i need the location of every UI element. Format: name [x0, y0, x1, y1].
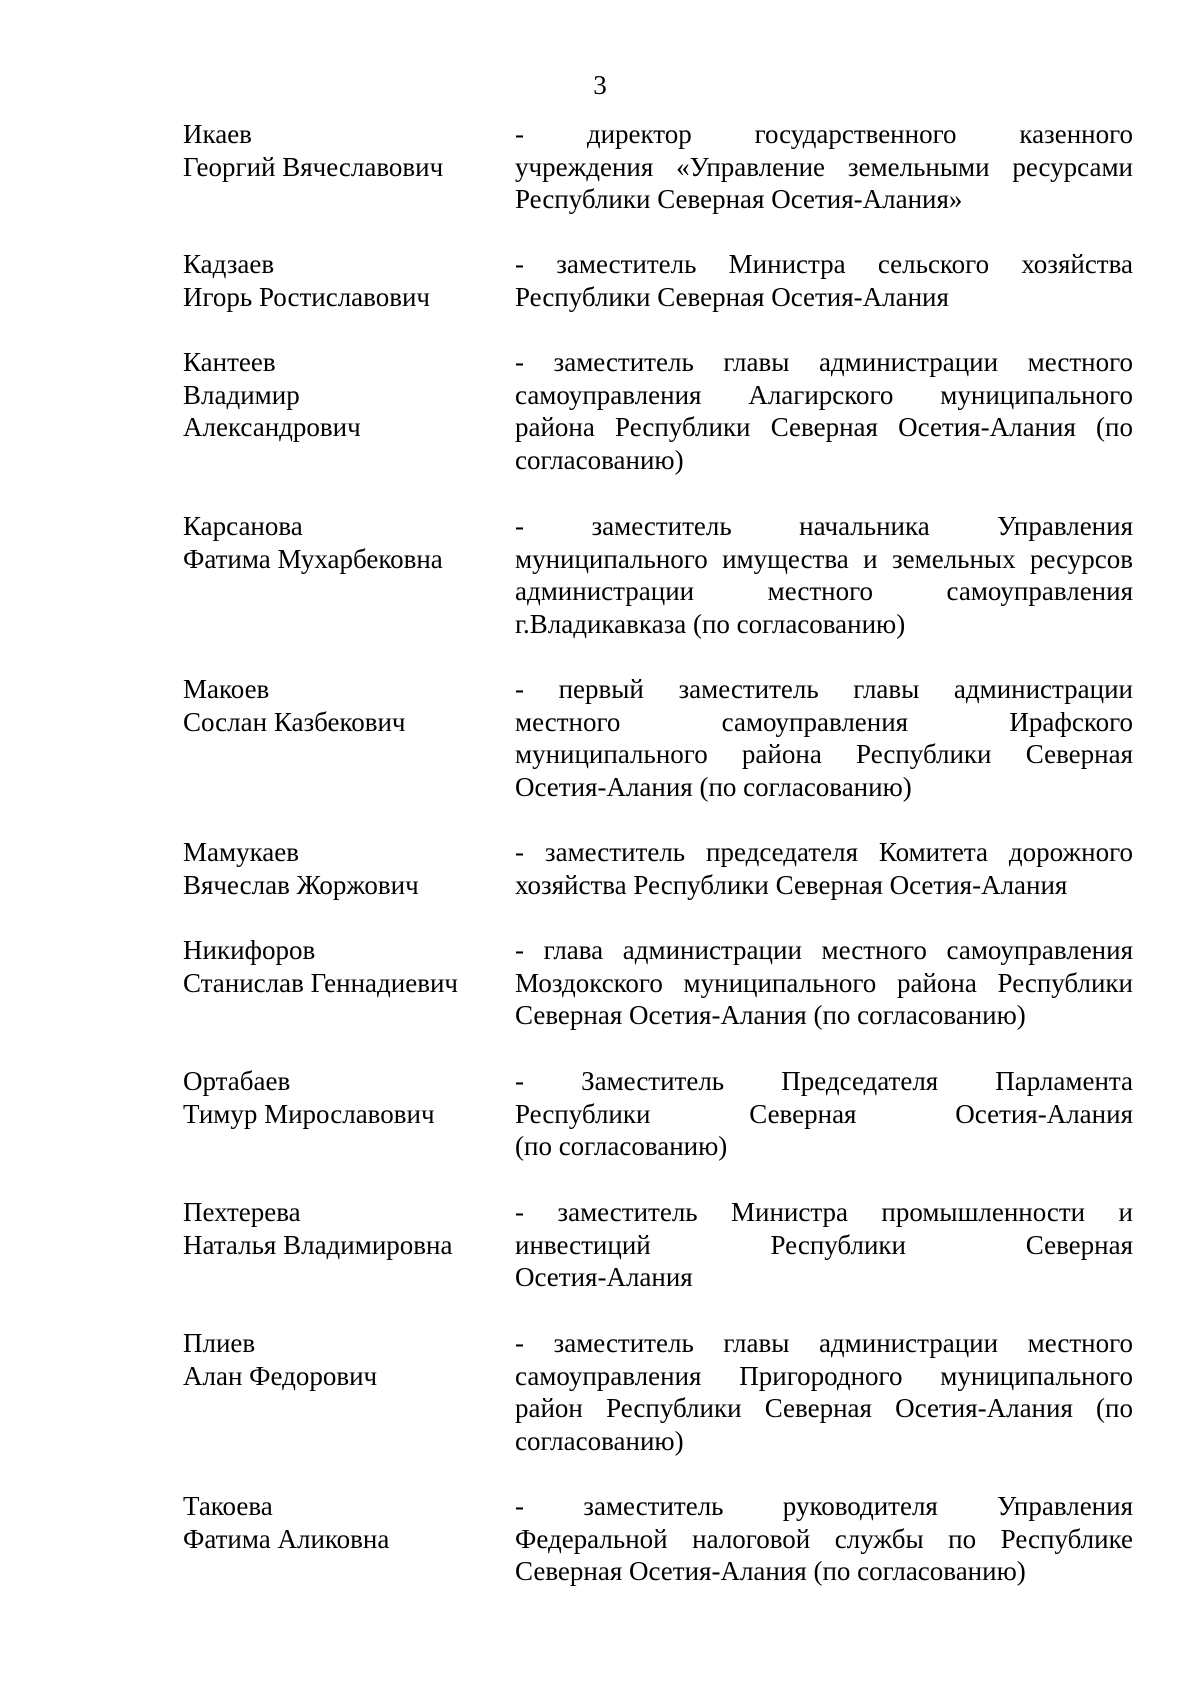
member-name-line: Такоева	[183, 1491, 273, 1521]
member-position-line: - первый заместитель главы администрации	[515, 674, 1133, 704]
member-name-line: Вячеслав Жоржович	[183, 869, 419, 900]
member-position-line: Республики Северная Осетия-Алания	[515, 1098, 1133, 1129]
member-name-line: Никифоров	[183, 935, 316, 965]
member-name	[183, 510, 513, 575]
member-position-line: Республики Северная Осетия-Алания»	[515, 184, 963, 214]
member-name	[183, 1490, 513, 1555]
member-name	[183, 1065, 513, 1130]
member-name-line: Кантеев	[183, 347, 276, 377]
member-position-line: администрации местного самоуправления	[515, 576, 1133, 606]
member-position	[515, 673, 1133, 803]
member-name-line: Александрович	[183, 412, 361, 442]
member-position	[515, 346, 1133, 476]
member-position-line: - заместитель главы администрации местного	[515, 1328, 1133, 1358]
member-position-line: муниципального района Республики Северная	[515, 739, 1133, 769]
member-position-line: - заместитель председателя Комитета дорожного	[515, 837, 1133, 867]
member-name-line: Мамукаев	[183, 837, 300, 867]
member-position-line: Моздокского муниципального района Республики	[515, 967, 1133, 998]
member-name-line: Игорь Ростиславович	[183, 281, 430, 312]
member-name-line: Кадзаев	[183, 249, 275, 279]
member-name-line: Алан Федорович	[183, 1360, 378, 1391]
member-position-line: самоуправления Алагирского муниципального	[515, 379, 1133, 410]
member-name	[183, 673, 513, 738]
member-position	[515, 118, 1133, 216]
member-position-line: согласованию)	[515, 1425, 684, 1456]
member-position	[515, 1490, 1133, 1588]
member-position-line: самоуправления Пригородного муниципального	[515, 1360, 1133, 1391]
member-name-line: Макоев	[183, 674, 270, 704]
member-position-line: района Республики Северная Осетия-Алания (по	[515, 412, 1133, 442]
member-position	[515, 1196, 1133, 1294]
member-name-line: Тимур Мирославович	[183, 1098, 435, 1129]
member-name-line: Наталья Владимировна	[183, 1229, 453, 1260]
member-name-line: Икаев	[183, 119, 252, 149]
member-name-line: Фатима Аликовна	[183, 1523, 390, 1554]
member-position	[515, 510, 1133, 640]
member-position-line: - Заместитель Председателя Парламента	[515, 1066, 1133, 1096]
member-position-line: согласованию)	[515, 444, 684, 475]
member-name	[183, 1327, 513, 1392]
member-name-line: Сослан Казбекович	[183, 706, 406, 737]
member-position	[515, 934, 1133, 1032]
member-position-line: учреждения «Управление земельными ресурсами	[515, 151, 1133, 182]
member-position-line: - заместитель Министра промышленности и	[515, 1197, 1133, 1227]
member-position-line: хозяйства Республики Северная Осетия-Алания	[515, 869, 1068, 900]
member-name	[183, 1196, 513, 1261]
member-position-line: - директор государственного казенного	[515, 119, 1133, 149]
member-name-line: Ортабаев	[183, 1066, 291, 1096]
member-name	[183, 346, 513, 444]
member-position-line: Осетия-Алания (по согласованию)	[515, 771, 912, 802]
member-position-line: Северная Осетия-Алания (по согласованию)	[515, 1000, 1026, 1030]
member-name-line: Карсанова	[183, 511, 303, 541]
member-name-line: Пехтерева	[183, 1197, 301, 1227]
member-position-line: местного самоуправления Ирафского	[515, 706, 1133, 737]
member-position	[515, 248, 1133, 313]
member-name-line: Плиев	[183, 1328, 256, 1358]
member-position-line: - заместитель Министра сельского хозяйства	[515, 249, 1133, 279]
member-position-line: г.Владикавказа (по согласованию)	[515, 608, 906, 639]
member-position	[515, 1327, 1133, 1457]
member-name	[183, 934, 513, 999]
member-name-line: Станислав Геннадиевич	[183, 967, 458, 998]
member-position-line: район Республики Северная Осетия-Алания (по	[515, 1393, 1133, 1423]
member-position-line: Осетия-Алания	[515, 1262, 693, 1292]
member-position-line: Федеральной налоговой службы по Республике	[515, 1523, 1133, 1554]
member-name	[183, 836, 513, 901]
member-name-line: Георгий Вячеславович	[183, 151, 444, 182]
member-position-line: муниципального имущества и земельных ресурсов	[515, 543, 1133, 574]
member-position-line: Республики Северная Осетия-Алания	[515, 281, 949, 312]
member-position-line: - заместитель главы администрации местного	[515, 347, 1133, 377]
member-position-line: инвестиций Республики Северная	[515, 1229, 1133, 1260]
page-number: 3	[593, 70, 607, 100]
member-position-line: (по согласованию)	[515, 1131, 728, 1161]
member-position-line: Северная Осетия-Алания (по согласованию)	[515, 1556, 1026, 1586]
member-position-line: - заместитель начальника Управления	[515, 511, 1133, 541]
member-name-line: Фатима Мухарбековна	[183, 543, 443, 574]
member-name	[183, 248, 513, 313]
member-position-line: - заместитель руководителя Управления	[515, 1491, 1133, 1521]
member-name	[183, 118, 513, 183]
member-name-line: Владимир	[183, 379, 300, 410]
member-position	[515, 836, 1133, 901]
member-position-line: - глава администрации местного самоуправления	[515, 935, 1133, 965]
member-position	[515, 1065, 1133, 1163]
